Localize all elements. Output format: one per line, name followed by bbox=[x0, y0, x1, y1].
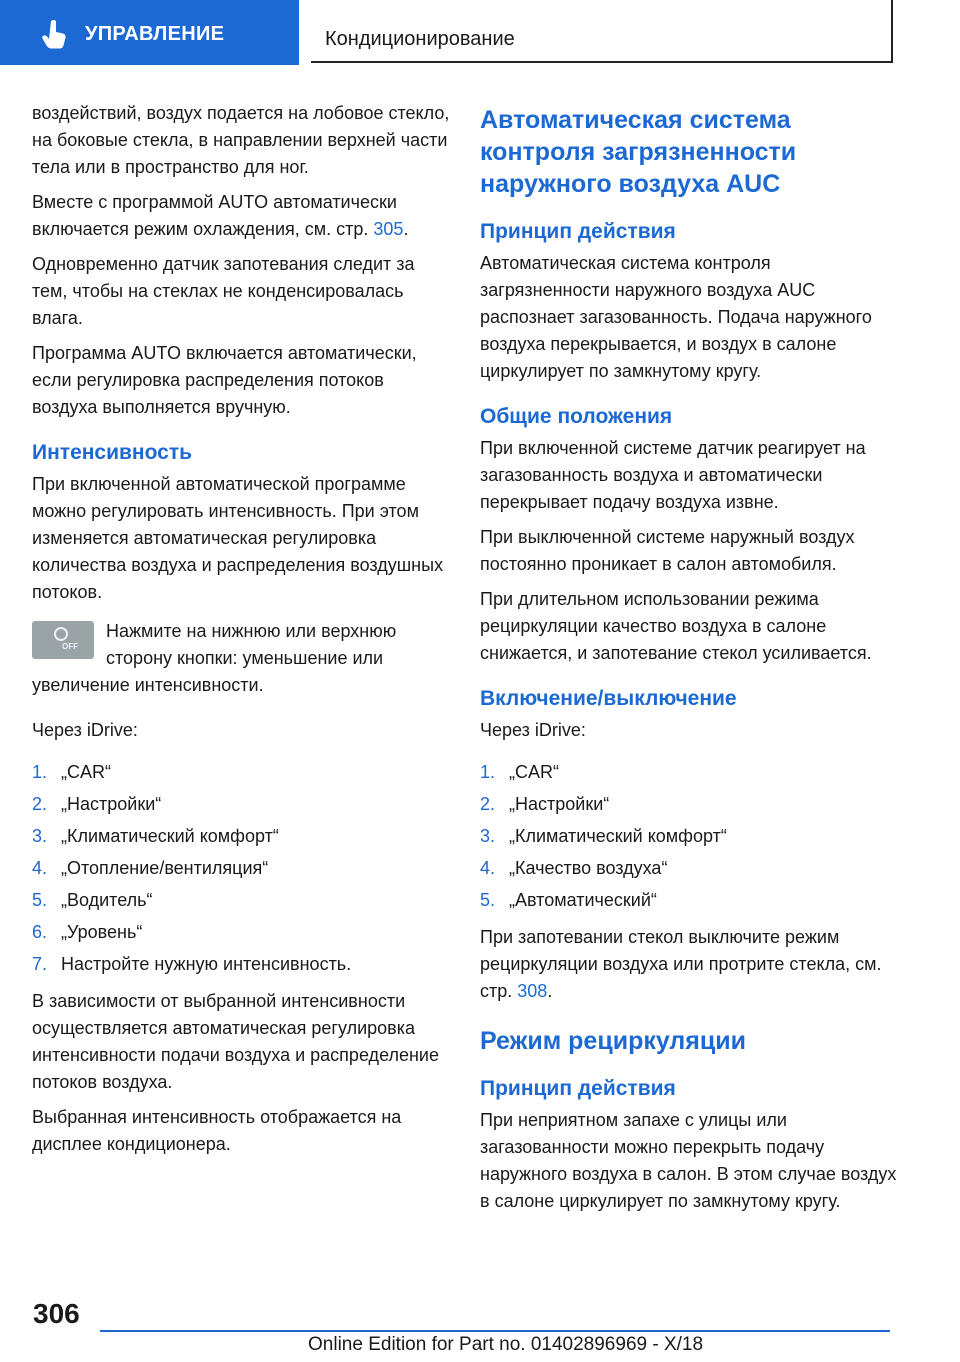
paragraph: В зависимости от выбранной интенсивности осуществляется автоматическая регулировка интенсивности подачи воздуха и распределение потоков воздуха. bbox=[32, 991, 439, 1092]
section-tab bbox=[0, 0, 299, 65]
list-item: 1. „CAR“ bbox=[32, 762, 111, 782]
paragraph: При длительном использовании режима рециркуляции качество воздуха в салоне снижается, и запотевание стекол усиливается. bbox=[480, 589, 872, 663]
list-item: 2. „Настройки“ bbox=[32, 794, 162, 814]
section-label: УПРАВЛЕНИЕ bbox=[85, 23, 225, 45]
paragraph: Выбранная интенсивность отображается на дисплее кондиционера. bbox=[32, 1107, 402, 1154]
subheading-general: Общие положения bbox=[480, 405, 673, 428]
list-item: 1. „CAR“ bbox=[480, 762, 559, 782]
paragraph: Через iDrive: bbox=[480, 720, 586, 740]
paragraph: При неприятном запахе с улицы или загазованности можно перекрыть подачу наружного воздуха в салон. В этом случае воздух в салоне циркулирует по замкнутому кругу. bbox=[480, 1110, 897, 1211]
steps-list bbox=[32, 756, 452, 980]
page-number: 306 bbox=[33, 1298, 80, 1329]
paragraph: Одновременно датчик запотевания следит за тем, чтобы на стеклах не конденсировалась влага. bbox=[32, 254, 415, 328]
paragraph: Вместе с программой AUTO автоматически включается режим охлаждения, см. стр. 305. bbox=[32, 192, 409, 239]
right-column bbox=[480, 100, 900, 1223]
page-reference-link[interactable]: 308 bbox=[517, 981, 548, 1001]
chapter-header bbox=[311, 0, 893, 63]
list-item: 4. „Качество воздуха“ bbox=[480, 858, 668, 878]
section-heading-intensity: Интенсивность bbox=[32, 441, 193, 464]
list-item: 3. „Климатический комфорт“ bbox=[32, 826, 279, 846]
subheading-principle: Принцип действия bbox=[480, 220, 676, 243]
page-reference-link[interactable]: 305 bbox=[373, 219, 404, 239]
fan-off-button-icon: OFF bbox=[32, 621, 94, 659]
steps-list bbox=[480, 756, 900, 916]
hand-pointer-icon bbox=[40, 18, 70, 50]
list-item: 2. „Настройки“ bbox=[480, 794, 610, 814]
paragraph: При выключенной системе наружный воздух постоянно проникает в салон автомобиля. bbox=[480, 527, 855, 574]
list-item: 4. „Отопление/вентиляция“ bbox=[32, 858, 269, 878]
paragraph: Через iDrive: bbox=[32, 720, 138, 740]
paragraph: При запотевании стекол выключите режим рециркуляции воздуха или протрите стекла, см. стр. 308. bbox=[480, 927, 882, 1001]
list-item: 5. „Автоматический“ bbox=[480, 890, 657, 910]
paragraph: воздействий, воздух подается на лобовое стекло, на боковые стекла, в направлении верхней части тела или в пространство для ног. bbox=[32, 103, 450, 177]
paragraph: Программа AUTO включается автоматически, если регулировка распределения потоков воздуха выполняется вручную. bbox=[32, 343, 417, 417]
edition-note: Online Edition for Part no. 01402896969 - X/18 bbox=[308, 1334, 704, 1355]
left-column bbox=[32, 100, 452, 1166]
button-instruction bbox=[32, 618, 452, 699]
paragraph: Нажмите на нижнюю или верхнюю сторону кнопки: уменьшение или увеличение интенсивности. bbox=[32, 621, 397, 695]
section-heading-auc: Автоматическая система контроля загрязненности наружного воздуха AUC bbox=[480, 106, 797, 198]
footer-divider bbox=[100, 1330, 890, 1332]
list-item: 3. „Климатический комфорт“ bbox=[480, 826, 727, 846]
chapter-title: Кондиционирование bbox=[325, 28, 515, 50]
subheading-principle: Принцип действия bbox=[480, 1077, 676, 1100]
paragraph: При включенной автоматической программе можно регулировать интенсивность. При этом изменяется автоматическая регулировка количества воздуха и распределения воздушных потоков. bbox=[32, 474, 444, 602]
section-heading-recirculation: Режим рециркуляции bbox=[480, 1027, 747, 1055]
list-item: 7. Настройте нужную интенсивность. bbox=[32, 954, 352, 974]
list-item: 5. „Водитель“ bbox=[32, 890, 153, 910]
paragraph: При включенной системе датчик реагирует на загазованность воздуха и автоматически перекрывает подачу воздуха извне. bbox=[480, 438, 866, 512]
list-item: 6. „Уровень“ bbox=[32, 922, 143, 942]
paragraph: Автоматическая система контроля загрязненности наружного воздуха AUC распознает загазованность. Подача наружного воздуха перекрывается, и воздух в салоне циркулирует по замкнутому кругу. bbox=[480, 253, 872, 381]
subheading-on-off: Включение/выключение bbox=[480, 687, 737, 710]
